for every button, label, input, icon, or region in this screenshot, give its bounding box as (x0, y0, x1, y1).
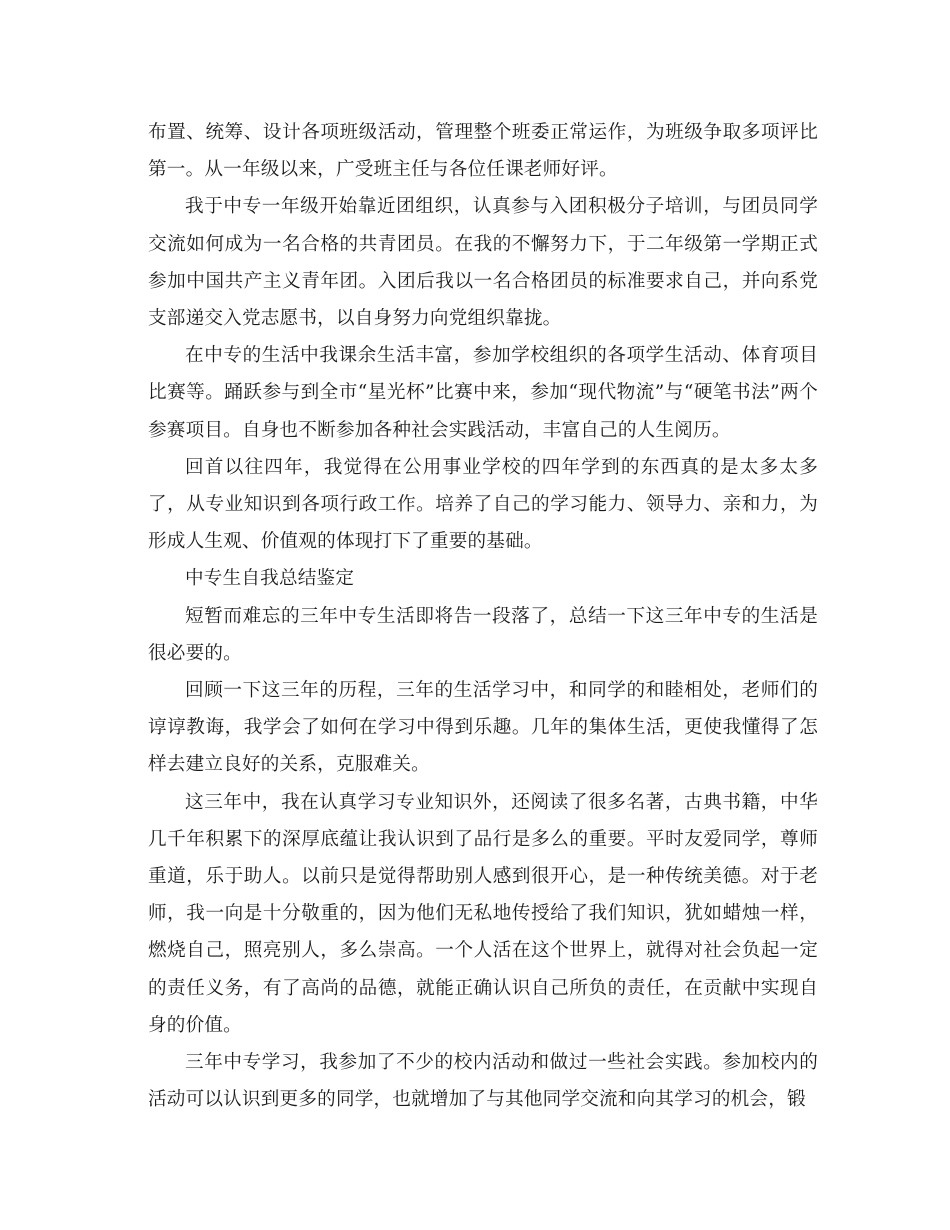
paragraph-6: 回顾一下这三年的历程，三年的生活学习中，和同学的和睦相处，老师们的谆谆教诲，我学会了如何在学习中得到乐趣。几年的集体生活，更使我懂得了怎样去建立良好的关系，克服难关。 (148, 680, 818, 776)
paragraph-3: 在中专的生活中我课余生活丰富，参加学校组织的各项学生活动、体育项目比赛等。踊跃参与到全市“星光杯”比赛中来，参加“现代物流”与“硬笔书法”两个参赛项目。自身也不断参加各种社会实践活动，丰富自己的人生阅历。 (148, 345, 818, 441)
paragraph-2: 我于中专一年级开始靠近团组织，认真参与入团积极分子培训，与团员同学交流如何成为一名合格的共青团员。在我的不懈努力下，于二年级第一学期正式参加中国共产主义青年团。入团后我以一名合格团员的标准要求自己，并向系党支部递交入党志愿书，以自身努力向党组织靠拢。 (148, 196, 818, 330)
paragraph-7: 这三年中，我在认真学习专业知识外，还阅读了很多名著，古典书籍，中华几千年积累下的深厚底蕴让我认识到了品行是多么的重要。平时友爱同学，尊师重道，乐于助人。以前只是觉得帮助别人感到很开心，是一种传统美德。对于老师，我一向是十分敬重的，因为他们无私地传授给了我们知识，犹如蜡烛一样，燃烧自己，照亮别人，多么崇高。一个人活在这个世界上，就得对社会负起一定的责任义务，有了高尚的品德，就能正确认识自己所负的责任，在贡献中实现自身的价值。 (148, 791, 818, 1036)
section-heading: 中专生自我总结鉴定 (185, 568, 355, 590)
paragraph-4: 回首以往四年，我觉得在公用事业学校的四年学到的东西真的是太多太多了，从专业知识到各项行政工作。培养了自己的学习能力、领导力、亲和力，为形成人生观、价值观的体现打下了重要的基础。 (148, 456, 818, 553)
document-body (148, 114, 818, 1118)
paragraph-5: 短暂而难忘的三年中专生活即将告一段落了，总结一下这三年中专的生活是很必要的。 (148, 605, 818, 664)
paragraph-8: 三年中专学习，我参加了不少的校内活动和做过一些社会实践。参加校内的活动可以认识到更多的同学，也就增加了与其他同学交流和向其学习的机会，锻 (148, 1052, 818, 1111)
paragraph-1: 布置、统筹、设计各项班级活动，管理整个班委正常运作，为班级争取多项评比第一。从一年级以来，广受班主任与各位任课老师好评。 (148, 122, 818, 181)
